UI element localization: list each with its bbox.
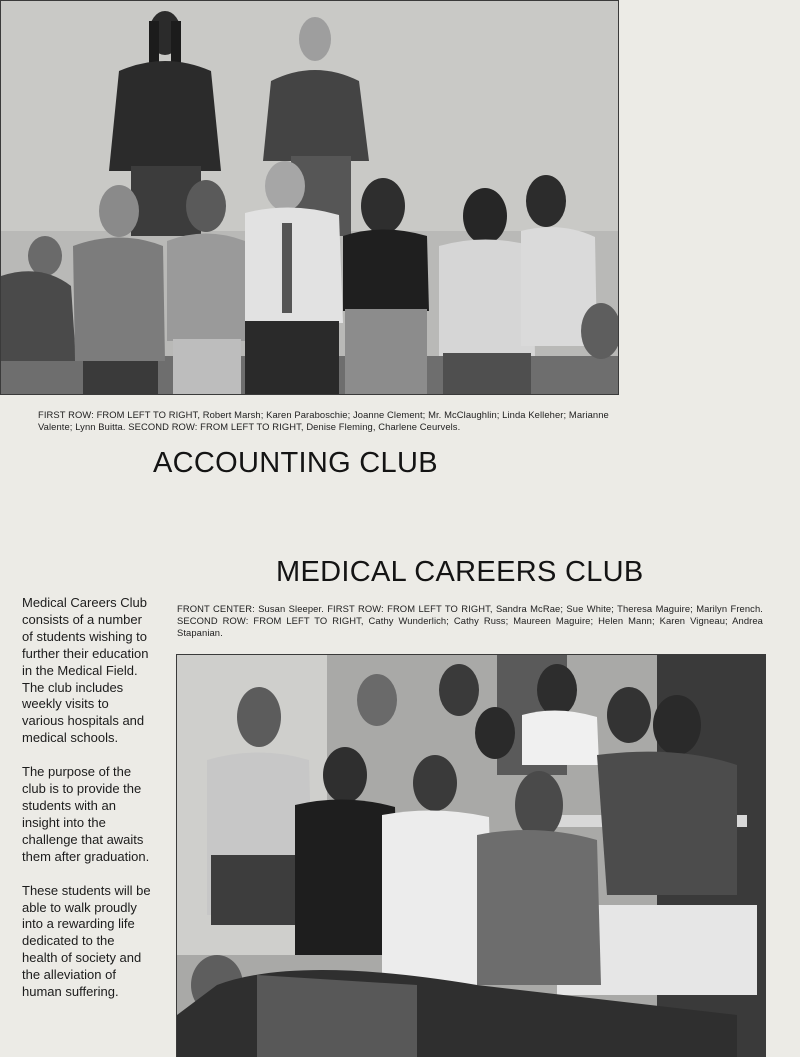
description-paragraph: Medical Careers Club consists of a number of students wishing to further their education in the Medical Field. The club includes weekly visits to various hospitals and medical schools. (22, 595, 149, 746)
accounting-photo-caption: FIRST ROW: FROM LEFT TO RIGHT, Robert Marsh; Karen Paraboschie; Joanne Clement; Mr. McClaughlin; Linda Kelleher; Marianne Valente; Lynn Buitta. SECOND ROW: FROM LEFT TO RIGHT, Denise Fleming, Charlene Ceurvels. (38, 409, 609, 432)
description-paragraph: The purpose of the club is to provide the students with an insight into the challenge that awaits them after graduation. (22, 764, 150, 864)
medical-photo-caption: FRONT CENTER: Susan Sleeper. FIRST ROW: FROM LEFT TO RIGHT, Sandra McRae; Sue White; Theresa Maguire; Marilyn French. SECOND ROW: FROM LEFT TO RIGHT, Cathy Wunderlich; Cathy Russ; Maureen Maguire; Helen Mann; Karen Vigneau; Andrea Stapanian. (177, 603, 763, 638)
accounting-club-photo (0, 0, 619, 395)
medical-club-description (22, 595, 152, 1018)
accounting-club-title: ACCOUNTING CLUB (153, 447, 438, 479)
medical-careers-club-title: MEDICAL CAREERS CLUB (276, 556, 644, 588)
medical-careers-club-photo (176, 654, 766, 1057)
description-paragraph: These students will be able to walk proudly into a rewarding life dedicated to the health of society and the alleviation of human suffering. (22, 882, 151, 1000)
